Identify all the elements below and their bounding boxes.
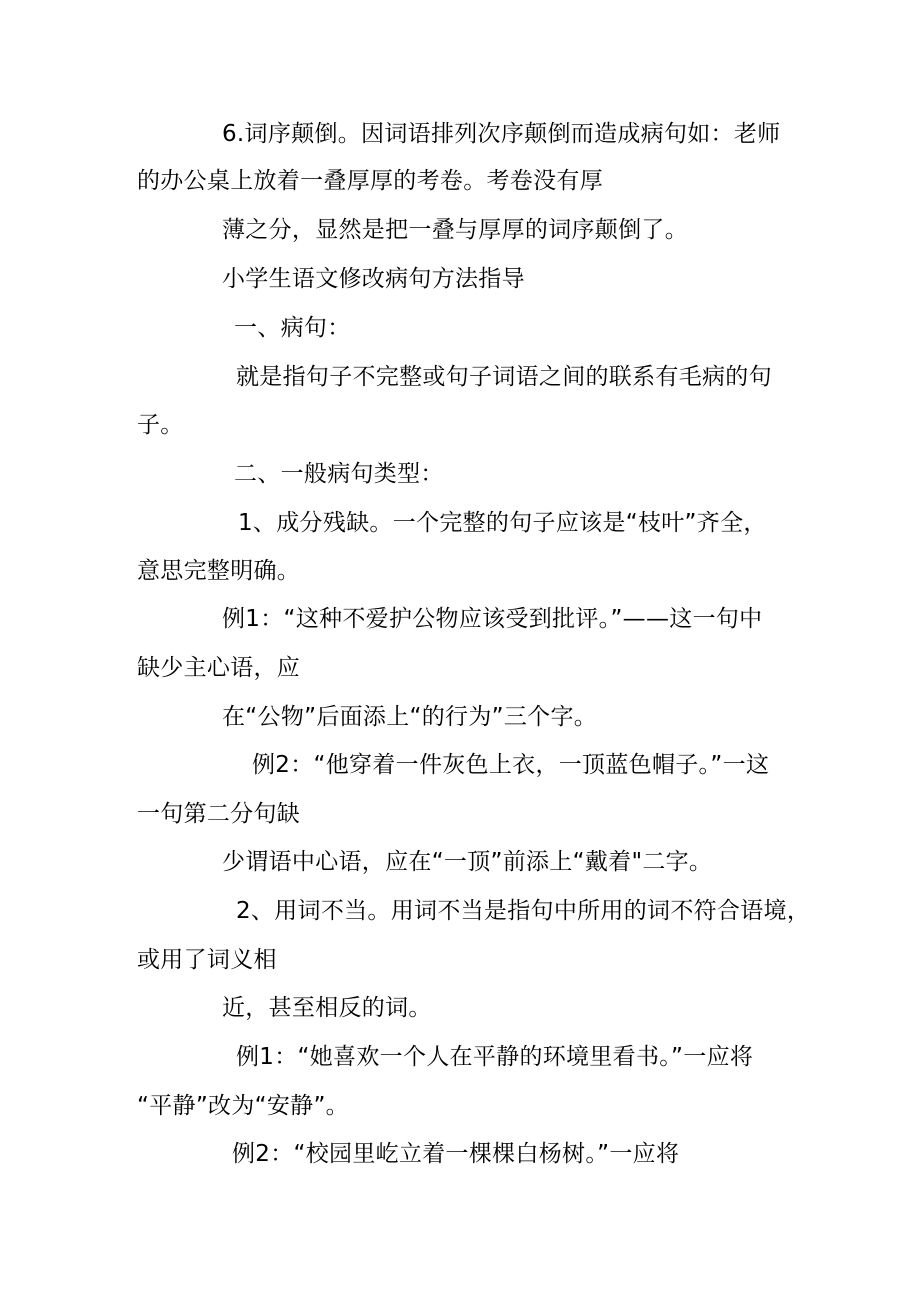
text-line-1: 6.词序颠倒。因词语排列次序颠倒而造成病句如：老师: [222, 121, 781, 147]
text-line-9: 1、成分残缺。一个完整的句子应该是“枝叶”齐全，: [238, 510, 767, 536]
text-line-11: 例1：“这种不爱护公物应该受到批评。”——这一句中: [222, 606, 763, 632]
text-line-20: 例1：“她喜欢一个人在平静的环境里看书。”一应将: [236, 1044, 754, 1070]
text-line-16: 少谓语中心语，应在“一顶”前添上“戴着"二字。: [222, 849, 713, 875]
text-line-15: 一句第二分句缺: [137, 801, 301, 827]
text-line-17: 2、用词不当。用词不当是指句中所用的词不符合语境，: [236, 898, 811, 924]
text-line-22: 例2：“校园里屹立着一棵棵白杨树。”一应将: [232, 1141, 680, 1167]
text-line-18: 或用了词义相: [137, 947, 277, 973]
text-line-2: 的办公桌上放着一叠厚厚的考卷。考卷没有厚: [137, 168, 603, 194]
text-line-19: 近，甚至相反的词。: [222, 995, 432, 1021]
text-line-7: 子。: [137, 412, 184, 438]
text-line-13: 在“公物”后面添上“的行为”三个字。: [222, 704, 598, 730]
text-line-8: 二、一般病句类型：: [234, 461, 444, 487]
text-line-6: 就是指句子不完整或句子词语之间的联系有毛病的句: [236, 364, 772, 390]
text-line-10: 意思完整明确。: [137, 558, 301, 584]
text-line-5: 一、病句：: [234, 315, 351, 341]
text-line-21: “平静”改为“安静”。: [137, 1093, 349, 1119]
text-line-3: 薄之分，显然是把一叠与厚厚的词序颠倒了。: [222, 217, 688, 243]
text-line-12: 缺少主心语，应: [137, 655, 301, 681]
text-line-14: 例2：“他穿着一件灰色上衣，一顶蓝色帽子。”一这: [252, 752, 770, 778]
text-line-4: 小学生语文修改病句方法指导: [222, 266, 525, 292]
